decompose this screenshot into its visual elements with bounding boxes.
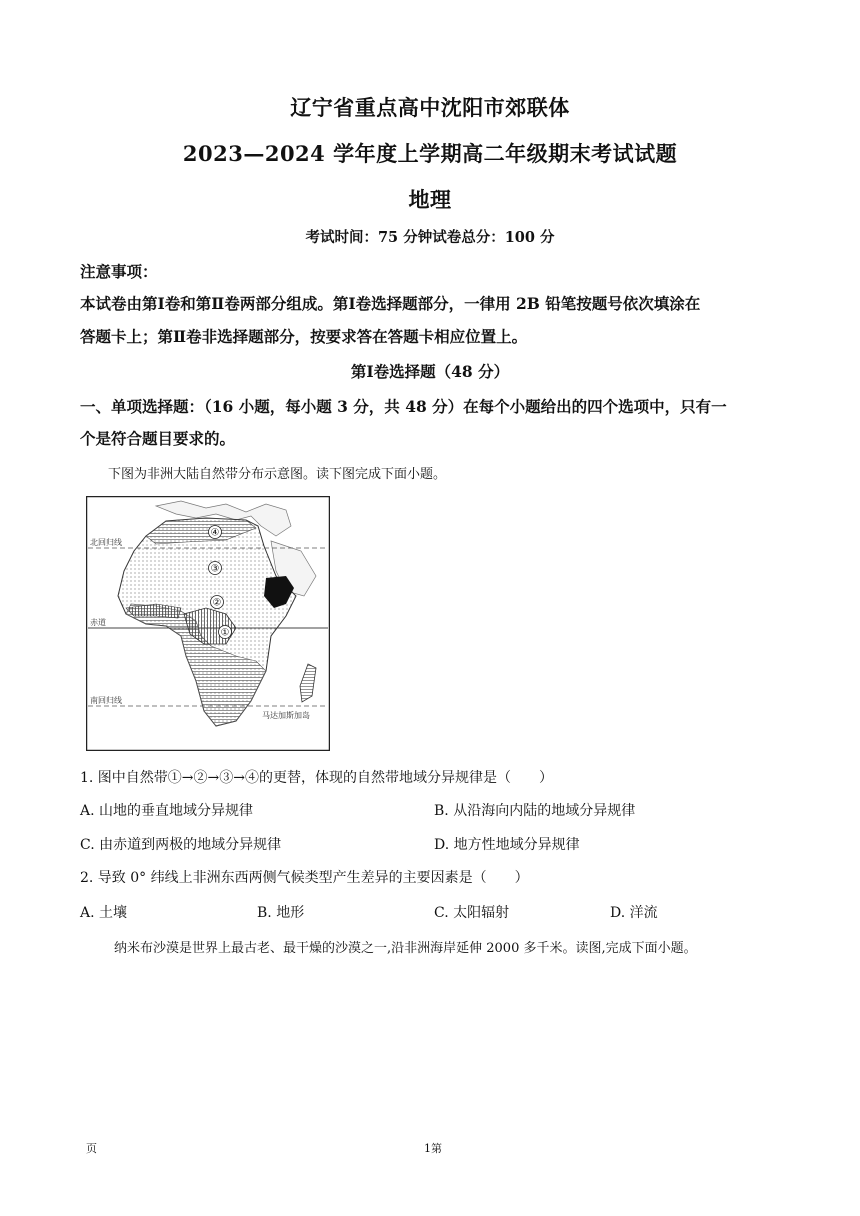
zone-4-marker: ④ <box>210 527 220 539</box>
question-1-option-d: D. 地方性地域分异规律 <box>434 837 580 853</box>
title-line-2: 2023—2024 学年度上学期高二年级期末考试试题 <box>182 141 678 166</box>
notice-heading: 注意事项： <box>80 262 158 281</box>
question-1-stem: 1. 图中自然带①→②→③→④的更替，体现的自然带地域分异规律是（ ） <box>80 770 553 786</box>
equator-label: 赤道 <box>90 618 106 627</box>
notice-text-2: 答题卡上；第Ⅱ卷非选择题部分，按要求答在答题卡相应位置上。 <box>80 327 528 346</box>
question-1-option-c: C. 由赤道到两极的地域分异规律 <box>80 837 282 853</box>
question-1-option-b: B. 从沿海向内陆的地域分异规律 <box>434 803 636 819</box>
question-2-option-d: D. 洋流 <box>610 905 658 921</box>
title-line-1: 辽宁省重点高中沈阳市郊联体 <box>290 95 570 120</box>
madagascar-label: 马达加斯加岛 <box>262 711 310 720</box>
section-instruction-1: 一、单项选择题：（16 小题，每小题 3 分，共 48 分）在每个小题给出的四个选项中，只有一 <box>80 397 727 416</box>
question-2-stem: 2. 导致 0° 纬线上非洲东西两侧气候类型产生差异的主要因素是（ ） <box>80 870 529 886</box>
tropic-cancer-label: 北回归线 <box>90 538 122 547</box>
subject-title: 地理 <box>408 187 452 212</box>
question-2-option-b: B. 地形 <box>257 905 305 921</box>
page-number: 1第 <box>424 1142 442 1155</box>
zone-3-marker: ③ <box>210 563 220 575</box>
tropic-capricorn-label: 南回归线 <box>90 696 122 705</box>
exam-info: 考试时间：75 分钟试卷总分：100 分 <box>305 229 555 246</box>
section-title: 第Ⅰ卷选择题（48 分） <box>350 362 510 381</box>
notice-text-1: 本试卷由第Ⅰ卷和第Ⅱ卷两部分组成。第Ⅰ卷选择题部分，一律用 2B 铅笔按题号依次填涂在 <box>80 294 701 313</box>
question-2-option-a: A. 土壤 <box>80 905 128 921</box>
section-instruction-2: 个是符合题目要求的。 <box>80 429 236 448</box>
footer-left: 页 <box>86 1142 97 1155</box>
zone-2-marker: ② <box>212 597 222 609</box>
zone-1-marker: ① <box>220 627 230 639</box>
africa-natural-zones-map <box>86 496 330 751</box>
question-2-option-c: C. 太阳辐射 <box>434 905 510 921</box>
question-1-option-a: A. 山地的垂直地域分异规律 <box>80 803 254 819</box>
material-1: 下图为非洲大陆自然带分布示意图。读下图完成下面小题。 <box>108 467 447 482</box>
material-2: 纳米布沙漠是世界上最古老、最干燥的沙漠之一,沿非洲海岸延伸 2000 多千米。读图,完成下面小题。 <box>114 941 697 956</box>
